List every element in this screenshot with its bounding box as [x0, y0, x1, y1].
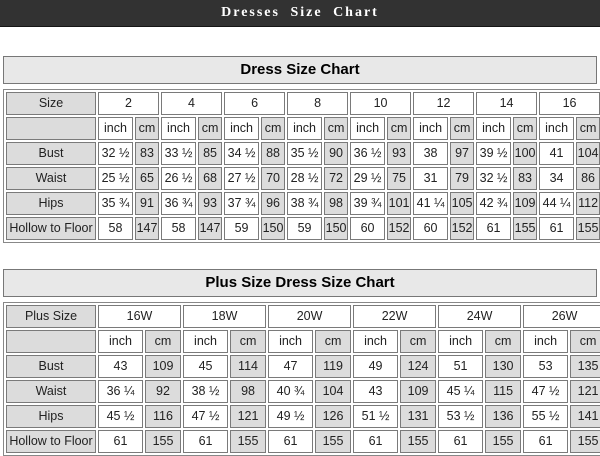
value-cell-inch: 27 ½ [224, 167, 259, 190]
value-cell-cm: 101 [387, 192, 411, 215]
value-cell-cm: 155 [400, 430, 436, 453]
value-cell-inch: 45 [183, 355, 228, 378]
measurement-row [6, 355, 600, 378]
unit-cell-inch: inch [287, 117, 322, 140]
measurement-row [6, 167, 600, 190]
value-cell-cm: 98 [230, 380, 266, 403]
value-cell-cm: 90 [324, 142, 348, 165]
value-cell-inch: 45 ½ [98, 405, 143, 428]
value-cell-cm: 75 [387, 167, 411, 190]
value-cell-cm: 83 [513, 167, 537, 190]
value-cell-inch: 61 [523, 430, 568, 453]
value-cell-cm: 100 [513, 142, 537, 165]
value-cell-inch: 36 ½ [350, 142, 385, 165]
value-cell-inch: 34 ½ [224, 142, 259, 165]
value-cell-inch: 36 ¾ [161, 192, 196, 215]
value-cell-cm: 152 [387, 217, 411, 240]
row-label-cell: Hips [6, 405, 96, 428]
unit-cell-inch: inch [268, 330, 313, 353]
unit-cell-cm: cm [261, 117, 285, 140]
value-cell-inch: 34 [539, 167, 574, 190]
value-cell-cm: 79 [450, 167, 474, 190]
row-label-cell: Waist [6, 380, 96, 403]
size-charts-container [0, 56, 600, 456]
value-cell-cm: 147 [198, 217, 222, 240]
size-header-row [6, 305, 600, 328]
value-cell-cm: 109 [513, 192, 537, 215]
value-cell-cm: 147 [135, 217, 159, 240]
value-cell-inch: 59 [224, 217, 259, 240]
value-cell-inch: 38 [413, 142, 448, 165]
value-cell-inch: 36 ¼ [98, 380, 143, 403]
value-cell-inch: 58 [161, 217, 196, 240]
value-cell-cm: 70 [261, 167, 285, 190]
corner-cell [6, 117, 96, 140]
value-cell-inch: 59 [287, 217, 322, 240]
measurement-row [6, 142, 600, 165]
size-table [3, 302, 600, 456]
value-cell-cm: 86 [576, 167, 600, 190]
value-cell-cm: 68 [198, 167, 222, 190]
value-cell-inch: 38 ¾ [287, 192, 322, 215]
unit-cell-cm: cm [400, 330, 436, 353]
value-cell-inch: 31 [413, 167, 448, 190]
value-cell-cm: 65 [135, 167, 159, 190]
size-header-row [6, 92, 600, 115]
unit-cell-inch: inch [539, 117, 574, 140]
unit-cell-cm: cm [570, 330, 600, 353]
value-cell-inch: 61 [183, 430, 228, 453]
value-cell-cm: 136 [485, 405, 521, 428]
size-header-cell: 16 [539, 92, 600, 115]
value-cell-cm: 114 [230, 355, 266, 378]
plus-size-chart-section [3, 269, 597, 456]
page-title: Dresses Size Chart [221, 5, 379, 20]
value-cell-cm: 119 [315, 355, 351, 378]
size-header-cell: 2 [98, 92, 159, 115]
unit-cell-cm: cm [315, 330, 351, 353]
value-cell-inch: 38 ½ [183, 380, 228, 403]
value-cell-cm: 93 [387, 142, 411, 165]
value-cell-cm: 98 [324, 192, 348, 215]
size-header-cell: 24W [438, 305, 521, 328]
size-header-cell: 14 [476, 92, 537, 115]
value-cell-cm: 104 [576, 142, 600, 165]
value-cell-cm: 115 [485, 380, 521, 403]
value-cell-cm: 124 [400, 355, 436, 378]
value-cell-cm: 91 [135, 192, 159, 215]
value-cell-inch: 40 ¾ [268, 380, 313, 403]
value-cell-cm: 83 [135, 142, 159, 165]
value-cell-cm: 155 [315, 430, 351, 453]
row-label-cell: Hollow to Floor [6, 430, 96, 453]
unit-cell-inch: inch [350, 117, 385, 140]
value-cell-cm: 141 [570, 405, 600, 428]
value-cell-cm: 152 [450, 217, 474, 240]
unit-cell-cm: cm [450, 117, 474, 140]
chart-title: Plus Size Dress Size Chart [3, 269, 597, 297]
unit-cell-cm: cm [513, 117, 537, 140]
value-cell-cm: 88 [261, 142, 285, 165]
value-cell-cm: 131 [400, 405, 436, 428]
unit-cell-cm: cm [135, 117, 159, 140]
value-cell-cm: 109 [145, 355, 181, 378]
value-cell-cm: 116 [145, 405, 181, 428]
unit-cell-inch: inch [353, 330, 398, 353]
value-cell-inch: 39 ½ [476, 142, 511, 165]
value-cell-cm: 109 [400, 380, 436, 403]
value-cell-cm: 85 [198, 142, 222, 165]
value-cell-inch: 61 [539, 217, 574, 240]
row-label-cell: Waist [6, 167, 96, 190]
value-cell-inch: 49 [353, 355, 398, 378]
size-header-cell: 12 [413, 92, 474, 115]
value-cell-inch: 43 [98, 355, 143, 378]
row-label-cell: Bust [6, 355, 96, 378]
unit-cell-inch: inch [476, 117, 511, 140]
value-cell-inch: 53 [523, 355, 568, 378]
value-cell-inch: 47 ½ [523, 380, 568, 403]
value-cell-inch: 26 ½ [161, 167, 196, 190]
value-cell-cm: 155 [576, 217, 600, 240]
value-cell-cm: 104 [315, 380, 351, 403]
value-cell-inch: 60 [350, 217, 385, 240]
unit-cell-inch: inch [98, 117, 133, 140]
value-cell-inch: 29 ½ [350, 167, 385, 190]
unit-cell-inch: inch [224, 117, 259, 140]
value-cell-inch: 61 [268, 430, 313, 453]
row-label-cell: Bust [6, 142, 96, 165]
value-cell-inch: 47 ½ [183, 405, 228, 428]
value-cell-inch: 37 ¾ [224, 192, 259, 215]
size-header-cell: 18W [183, 305, 266, 328]
size-header-cell: 4 [161, 92, 222, 115]
value-cell-inch: 35 ½ [287, 142, 322, 165]
unit-cell-inch: inch [183, 330, 228, 353]
unit-row [6, 330, 600, 353]
value-cell-cm: 96 [261, 192, 285, 215]
unit-cell-cm: cm [230, 330, 266, 353]
size-header-cell: 10 [350, 92, 411, 115]
unit-cell-inch: inch [98, 330, 143, 353]
value-cell-cm: 155 [230, 430, 266, 453]
size-label-cell: Plus Size [6, 305, 96, 328]
size-header-cell: 8 [287, 92, 348, 115]
value-cell-inch: 51 ½ [353, 405, 398, 428]
unit-cell-inch: inch [523, 330, 568, 353]
unit-cell-cm: cm [324, 117, 348, 140]
value-cell-cm: 121 [570, 380, 600, 403]
measurement-row [6, 217, 600, 240]
value-cell-cm: 155 [145, 430, 181, 453]
value-cell-inch: 53 ½ [438, 405, 483, 428]
value-cell-inch: 55 ½ [523, 405, 568, 428]
value-cell-inch: 61 [438, 430, 483, 453]
value-cell-inch: 51 [438, 355, 483, 378]
unit-cell-inch: inch [161, 117, 196, 140]
unit-cell-inch: inch [438, 330, 483, 353]
value-cell-inch: 61 [353, 430, 398, 453]
value-cell-cm: 121 [230, 405, 266, 428]
size-table [3, 89, 600, 243]
chart-title: Dress Size Chart [3, 56, 597, 84]
value-cell-cm: 155 [570, 430, 600, 453]
size-header-cell: 6 [224, 92, 285, 115]
value-cell-inch: 58 [98, 217, 133, 240]
value-cell-inch: 32 ½ [98, 142, 133, 165]
value-cell-cm: 93 [198, 192, 222, 215]
size-header-cell: 26W [523, 305, 600, 328]
value-cell-inch: 41 ¼ [413, 192, 448, 215]
value-cell-cm: 150 [261, 217, 285, 240]
value-cell-cm: 126 [315, 405, 351, 428]
value-cell-inch: 25 ½ [98, 167, 133, 190]
value-cell-inch: 41 [539, 142, 574, 165]
value-cell-inch: 61 [98, 430, 143, 453]
measurement-row [6, 405, 600, 428]
value-cell-inch: 49 ½ [268, 405, 313, 428]
unit-row [6, 117, 600, 140]
value-cell-inch: 33 ½ [161, 142, 196, 165]
value-cell-cm: 150 [324, 217, 348, 240]
unit-cell-cm: cm [485, 330, 521, 353]
value-cell-cm: 92 [145, 380, 181, 403]
unit-cell-cm: cm [576, 117, 600, 140]
value-cell-inch: 32 ½ [476, 167, 511, 190]
value-cell-inch: 43 [353, 380, 398, 403]
corner-cell [6, 330, 96, 353]
page-header [0, 0, 600, 27]
row-label-cell: Hollow to Floor [6, 217, 96, 240]
value-cell-cm: 155 [485, 430, 521, 453]
size-label-cell: Size [6, 92, 96, 115]
value-cell-inch: 47 [268, 355, 313, 378]
unit-cell-cm: cm [145, 330, 181, 353]
value-cell-inch: 42 ¾ [476, 192, 511, 215]
unit-cell-inch: inch [413, 117, 448, 140]
row-label-cell: Hips [6, 192, 96, 215]
size-header-cell: 16W [98, 305, 181, 328]
unit-cell-cm: cm [387, 117, 411, 140]
measurement-row [6, 380, 600, 403]
value-cell-inch: 28 ½ [287, 167, 322, 190]
size-header-cell: 20W [268, 305, 351, 328]
value-cell-cm: 155 [513, 217, 537, 240]
size-header-cell: 22W [353, 305, 436, 328]
value-cell-inch: 35 ¾ [98, 192, 133, 215]
dress-size-chart-section [3, 56, 597, 243]
value-cell-cm: 130 [485, 355, 521, 378]
value-cell-cm: 97 [450, 142, 474, 165]
unit-cell-cm: cm [198, 117, 222, 140]
value-cell-inch: 45 ¼ [438, 380, 483, 403]
value-cell-cm: 135 [570, 355, 600, 378]
measurement-row [6, 192, 600, 215]
value-cell-inch: 60 [413, 217, 448, 240]
value-cell-cm: 72 [324, 167, 348, 190]
value-cell-cm: 105 [450, 192, 474, 215]
value-cell-cm: 112 [576, 192, 600, 215]
value-cell-inch: 44 ¼ [539, 192, 574, 215]
value-cell-inch: 39 ¾ [350, 192, 385, 215]
value-cell-inch: 61 [476, 217, 511, 240]
